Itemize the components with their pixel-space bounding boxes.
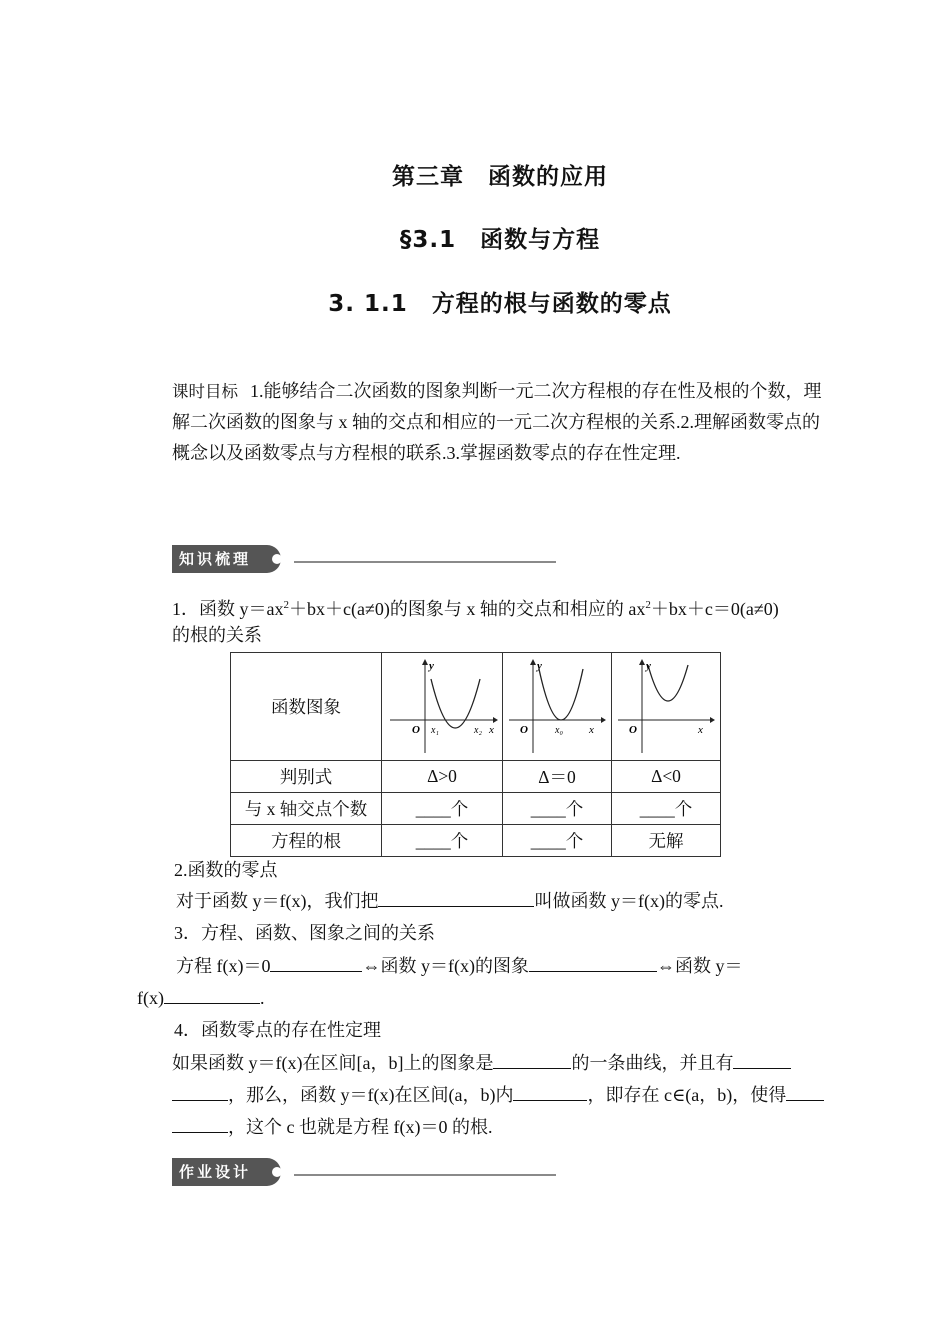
item3-title: 3．方程、函数、图象之间的关系 bbox=[174, 923, 435, 943]
svg-text:O: O bbox=[412, 723, 420, 736]
subsection-title: 3. 1.1 方程的根与函数的零点 bbox=[328, 291, 672, 317]
table-row: 方程的根 ____个 ____个 无解 bbox=[231, 825, 721, 857]
item1-line1: 1．函数 $y=ax^2+bx+c(a\ne 0)$的图象与 x 轴的交点和相应的 $ax^2+bx+c=0(a\ne 0)$ bbox=[172, 599, 779, 619]
blank-field bbox=[529, 953, 657, 972]
blank-field bbox=[172, 1082, 228, 1101]
banner-dot-icon bbox=[272, 554, 282, 564]
item3-text-cont: f(x) . bbox=[137, 983, 264, 1014]
blank-field bbox=[513, 1082, 587, 1101]
svg-text:x₂: x₂ bbox=[474, 724, 482, 736]
knowledge-banner bbox=[172, 545, 556, 573]
item2-text: 对于函数 y＝f(x)，我们把 叫做函数 y＝f(x)的零点. bbox=[176, 886, 723, 917]
parabola-one-root-icon bbox=[505, 657, 609, 757]
section-title: §3.1 函数与方程 bbox=[399, 227, 601, 253]
item4-line2: ，那么，函数 y＝f(x)在区间(a，b)内 ，即存在 c∈(a，b)，使得 bbox=[172, 1080, 824, 1111]
svg-text:x: x bbox=[698, 723, 703, 736]
item3-text: 方程 f(x)＝0 ⇔函数 y＝f(x)的图象 ⇔函数 y＝ bbox=[176, 951, 742, 982]
svg-text:y: y bbox=[646, 659, 651, 672]
lesson-goals bbox=[172, 376, 822, 469]
parabola-two-roots-icon bbox=[385, 657, 499, 757]
blank-field bbox=[164, 985, 260, 1004]
svg-text:x₀: x₀ bbox=[555, 724, 563, 736]
blank-field bbox=[786, 1082, 824, 1101]
banner-rule bbox=[294, 561, 556, 563]
blank-field bbox=[493, 1050, 571, 1069]
parabola-no-root-icon bbox=[614, 657, 718, 757]
banner-rule bbox=[294, 1174, 556, 1176]
goals-text: 1.能够结合二次函数的图象判断一元二次方程根的存在性及根的个数，理解二次函数的图象与 x 轴的交点和相应的一元二次方程根的关系.2.理解函数零点的概念以及函数零点与方程根的联系.3.掌握函数零点的存在性定理. bbox=[172, 381, 822, 463]
goals-label: 课时目标 bbox=[172, 382, 238, 401]
item4-line1: 如果函数 y＝f(x)在区间[a，b]上的图象是 的一条曲线，并且有 bbox=[172, 1048, 791, 1079]
svg-text:O: O bbox=[629, 723, 637, 736]
relationship-table bbox=[230, 652, 721, 857]
blank-field bbox=[378, 888, 534, 907]
svg-text:O: O bbox=[520, 723, 528, 736]
banner-dot-icon bbox=[272, 1167, 282, 1177]
item2-title: 2.函数的零点 bbox=[174, 860, 278, 880]
graph-no-root bbox=[612, 653, 721, 761]
blank-field bbox=[733, 1050, 791, 1069]
svg-text:y: y bbox=[537, 659, 542, 672]
table-row: 与 x 轴交点个数 ____个 ____个 ____个 bbox=[231, 793, 721, 825]
svg-text:x: x bbox=[489, 723, 494, 736]
item4-line3: ，这个 c 也就是方程 f(x)＝0 的根. bbox=[172, 1112, 492, 1143]
svg-text:x: x bbox=[589, 723, 594, 736]
knowledge-banner-label: 知识梳理 bbox=[172, 545, 281, 573]
homework-banner bbox=[172, 1158, 556, 1186]
homework-banner-label: 作业设计 bbox=[172, 1158, 281, 1186]
chapter-title: 第三章 函数的应用 bbox=[392, 164, 608, 190]
svg-text:x₁: x₁ bbox=[431, 724, 439, 736]
blank-field bbox=[172, 1114, 228, 1133]
table-row: 判别式 Δ>0 Δ＝0 Δ<0 bbox=[231, 761, 721, 793]
item1-line2: 的根的关系 bbox=[172, 625, 262, 645]
graph-one-root bbox=[503, 653, 612, 761]
svg-text:y: y bbox=[429, 659, 434, 672]
item4-title: 4．函数零点的存在性定理 bbox=[174, 1020, 381, 1040]
graph-two-roots bbox=[382, 653, 503, 761]
blank-field bbox=[270, 953, 362, 972]
table-header: 函数图象 bbox=[231, 653, 382, 761]
